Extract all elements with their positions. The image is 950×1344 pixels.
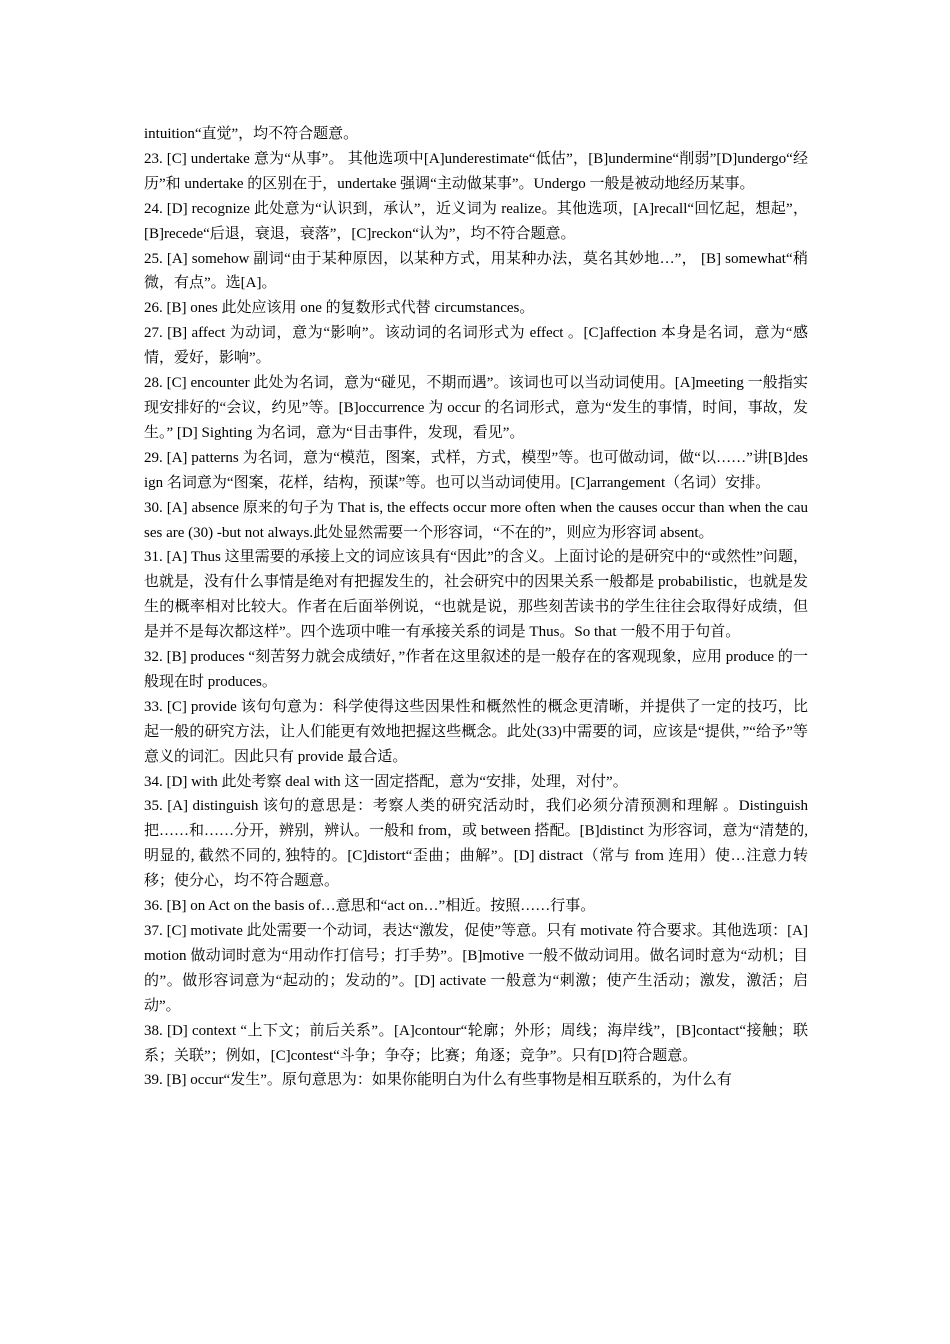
answer-item-26: 26. [B] ones 此处应该用 one 的复数形式代替 circumstances。	[144, 300, 535, 317]
answer-item-38: 38. [D] context “上下文；前后关系”。[A]contour“轮廓；外形；周线；海岸线”，[B]contact“接触；联系；关联”；例如，[C]contest“斗争；争夺；比赛；角逐；竞争”。只有[D]符合题意。	[144, 1022, 808, 1064]
paragraph-intuition-tail: intuition“直觉”，均不符合题意。	[144, 126, 359, 142]
answer-item-30: 30. [A] absence 原来的句子为 That is, the effects occur more often when the causes occur than when the causes are (30) -but not always.此处显然需要一个形容词，“不在的”，则应为形容词 absent。	[144, 499, 808, 541]
answer-item-27: 27. [B] affect 为动词，意为“影响”。该动词的名词形式为 effect 。[C]affection 本身是名词，意为“感情，爱好，影响”。	[144, 325, 808, 367]
answer-item-28: 28. [C] encounter 此处为名词，意为“碰见，不期而遇”。该词也可以当动词使用。[A]meeting 一般指实现安排好的“会议，约见”等。[B]occurrence 为 occur 的名词形式，意为“发生的事情，时间，事故，发生。” [D] Sighting 为名词，意为“目击事件，发现，看见”。	[144, 375, 808, 441]
answer-item-37: 37. [C] motivate 此处需要一个动词，表达“激发，促使”等意。只有 motivate 符合要求。其他选项：[A]motion 做动词时意为“用动作打信号；打手势”。[B]motive 一般不做动词用。做名词时意为“动机；目的”。做形容词意为“起动的；发动的”。[D] activate 一般意为“刺激；使产生活动；激发，激活；启动”。	[144, 923, 808, 1014]
answer-item-25: 25. [A] somehow 副词“由于某种原因，以某种方式，用某种办法，莫名其妙地…”， [B] somewhat“稍微，有点”。选[A]。	[144, 250, 808, 292]
answer-item-32: 32. [B] produces “刻苦努力就会成绩好，”作者在这里叙述的是一般存在的客观现象，应用 produce 的一般现在时 produces。	[144, 649, 808, 690]
answer-item-23: 23. [C] undertake 意为“从事”。 其他选项中[A]underestimate“低估”，[B]undermine“削弱”[D]undergo“经历”和 undertake 的区别在于，undertake 强调“主动做某事”。Undergo 一般是被动地经历某事。	[144, 150, 808, 192]
answer-item-35: 35. [A] distinguish 该句的意思是：考察人类的研究活动时，我们必须分清预测和理解 。Distinguish 把……和……分开，辨别，辨认。一般和 from，或 between 搭配。[B]distinct 为形容词，意为“清楚的, 明显的, 截然不同的, 独特的。[C]distort“歪曲；曲解”。[D] distract（常与 from 连用）使…注意力转移；使分心，均不符合题意。	[144, 798, 808, 890]
answer-item-39: 39. [B] occur“发生”。原句意思为：如果你能明白为什么有些事物是相互联系的，为什么有	[144, 1072, 732, 1089]
answer-item-36: 36. [B] on Act on the basis of…意思和“act on…”相近。按照……行事。	[144, 898, 596, 915]
answer-item-34: 34. [D] with 此处考察 deal with 这一固定搭配，意为“安排，处理，对付”。	[144, 773, 628, 790]
answer-item-31: 31. [A] Thus 这里需要的承接上文的词应该具有“因此”的含义。上面讨论的是研究中的“或然性”问题，也就是，没有什么事情是绝对有把握发生的，社会研究中的因果关系一般都是 probabilistic，也就是发生的概率相对比较大。作者在后面举例说，“也就是说，那些刻苦读书的学生往往会取得好成绩，但是并不是每次都这样”。四个选项中唯一有承接关系的词是 Thus。So that 一般不用于句首。	[144, 549, 808, 641]
document-body	[144, 122, 808, 1093]
answer-item-24: 24. [D] recognize 此处意为“认识到，承认”，近义词为 realize。其他选项，[A]recall“回忆起，想起”，[B]recede“后退，衰退，衰落”，[C]reckon“认为”，均不符合题意。	[144, 200, 808, 242]
answer-item-29: 29. [A] patterns 为名词，意为“模范，图案，式样，方式，模型”等。也可做动词，做“以……”讲[B]design 名词意为“图案，花样，结构，预谋”等。也可以当动词使用。[C]arrangement（名词）安排。	[144, 449, 808, 491]
answer-item-33: 33. [C] provide 该句句意为：科学使得这些因果性和概然性的概念更清晰，并提供了一定的技巧，比起一般的研究方法，让人们能更有效地把握这些概念。此处(33)中需要的词，应该是“提供，”“给予”等意义的词汇。因此只有 provide 最合适。	[144, 698, 808, 765]
